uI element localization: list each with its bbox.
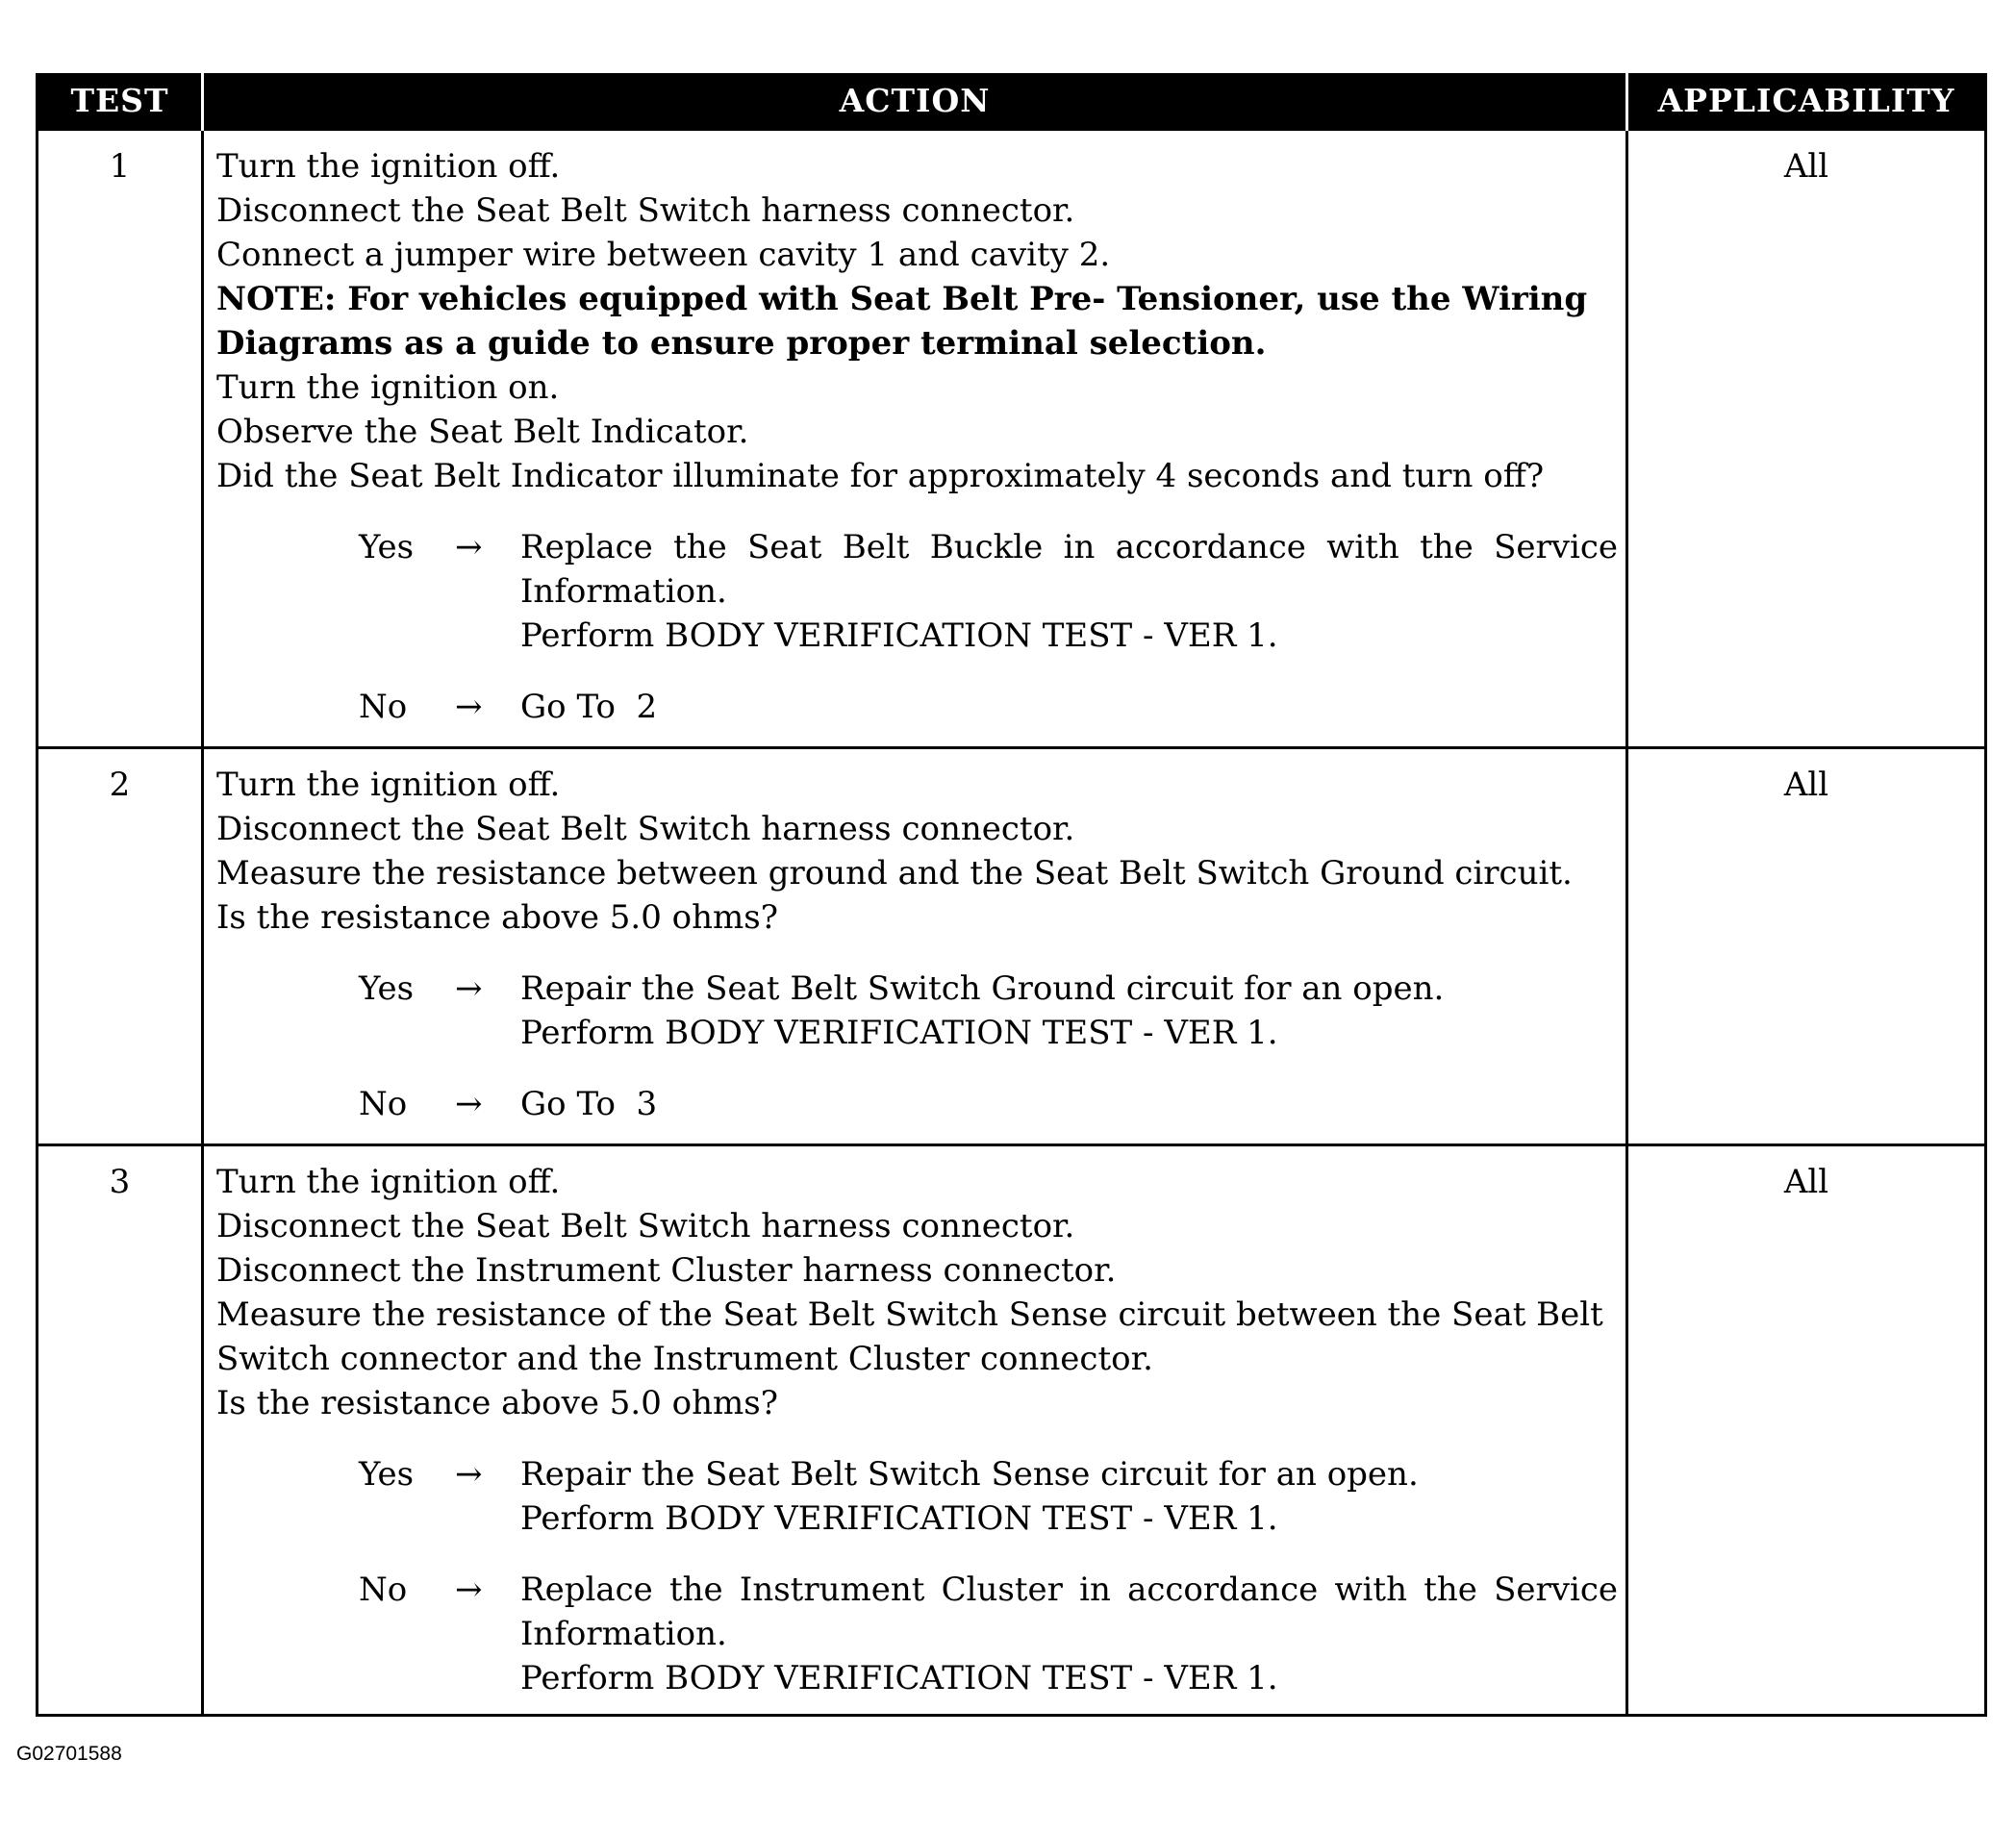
- yes-label: Yes: [359, 969, 415, 1008]
- table-body: [38, 130, 1986, 1716]
- yes-outcome: [359, 525, 1618, 658]
- no-label: No: [359, 688, 408, 726]
- step-text: Turn the ignition off.: [216, 766, 561, 804]
- outcome-text: Perform BODY VERIFICATION TEST - VER 1.: [520, 1499, 1278, 1538]
- table-row: [38, 1145, 1986, 1716]
- step-text: Turn the ignition off.: [216, 147, 561, 186]
- outcome-text: Replace the Seat Belt Buckle in accordance with the Service Information.: [520, 528, 1618, 611]
- no-outcome: [359, 1568, 1618, 1700]
- step-text: Is the resistance above 5.0 ohms?: [216, 898, 778, 937]
- test-number: 1: [38, 130, 203, 748]
- arrow-icon: →: [455, 969, 483, 1008]
- step-text: Measure the resistance of the Seat Belt Switch Sense circuit between the Seat Belt Switch connector and the Instrument Cluster connector.: [216, 1295, 1603, 1378]
- outcome-text: Go To 2: [520, 688, 658, 726]
- outcome-text: Replace the Instrument Cluster in accordance with the Service Information.: [520, 1571, 1618, 1653]
- table-header-row: [38, 73, 1986, 130]
- step-text: Disconnect the Instrument Cluster harness connector.: [216, 1251, 1117, 1290]
- step-text: Turn the ignition off.: [216, 1163, 561, 1201]
- no-label: No: [359, 1085, 408, 1123]
- step-text: Disconnect the Seat Belt Switch harness connector.: [216, 191, 1075, 230]
- yes-label: Yes: [359, 528, 415, 566]
- yes-outcome: [359, 967, 1618, 1055]
- step-text: Disconnect the Seat Belt Switch harness connector.: [216, 810, 1075, 848]
- header-test: TEST: [38, 73, 203, 130]
- no-outcome: [359, 1082, 1618, 1126]
- outcome-text: Repair the Seat Belt Switch Sense circuit for an open.: [520, 1455, 1419, 1494]
- outcome-text: Go To 3: [520, 1085, 658, 1123]
- step-text: Is the resistance above 5.0 ohms?: [216, 1384, 778, 1422]
- no-label: No: [359, 1571, 408, 1609]
- arrow-icon: →: [455, 688, 483, 726]
- step-text: Did the Seat Belt Indicator illuminate for approximately 4 seconds and turn off?: [216, 457, 1545, 495]
- step-text: Disconnect the Seat Belt Switch harness connector.: [216, 1207, 1075, 1245]
- yes-label: Yes: [359, 1455, 415, 1494]
- arrow-icon: →: [455, 1085, 483, 1123]
- header-action: ACTION: [203, 73, 1627, 130]
- step-text: Turn the ignition on.: [216, 368, 560, 407]
- note-text: NOTE: For vehicles equipped with Seat Belt Pre- Tensioner, use the Wiring Diagrams as a guide to ensure proper terminal selection.: [216, 280, 1588, 363]
- applicability-value: All: [1627, 130, 1986, 748]
- step-text: Observe the Seat Belt Indicator.: [216, 413, 749, 451]
- test-number: 2: [38, 748, 203, 1145]
- action-cell: [203, 748, 1627, 1145]
- applicability-value: All: [1627, 1145, 1986, 1716]
- arrow-icon: →: [455, 528, 483, 566]
- action-cell: [203, 1145, 1627, 1716]
- test-number: 3: [38, 1145, 203, 1716]
- outcome-text: Perform BODY VERIFICATION TEST - VER 1.: [520, 1014, 1278, 1052]
- table-row: [38, 748, 1986, 1145]
- applicability-value: All: [1627, 748, 1986, 1145]
- action-cell: [203, 130, 1627, 748]
- no-outcome: [359, 685, 1618, 729]
- step-text: Measure the resistance between ground and the Seat Belt Switch Ground circuit.: [216, 854, 1573, 892]
- yes-outcome: [359, 1452, 1618, 1541]
- diagnostic-test-table: [36, 73, 1987, 1717]
- outcome-text: Perform BODY VERIFICATION TEST - VER 1.: [520, 1659, 1278, 1697]
- arrow-icon: →: [455, 1571, 483, 1609]
- header-applicability: APPLICABILITY: [1627, 73, 1986, 130]
- outcome-text: Perform BODY VERIFICATION TEST - VER 1.: [520, 616, 1278, 655]
- arrow-icon: →: [455, 1455, 483, 1494]
- figure-id: G02701588: [16, 1743, 122, 1765]
- outcome-text: Repair the Seat Belt Switch Ground circuit for an open.: [520, 969, 1445, 1008]
- table-row: [38, 130, 1986, 748]
- step-text: Connect a jumper wire between cavity 1 and cavity 2.: [216, 236, 1111, 274]
